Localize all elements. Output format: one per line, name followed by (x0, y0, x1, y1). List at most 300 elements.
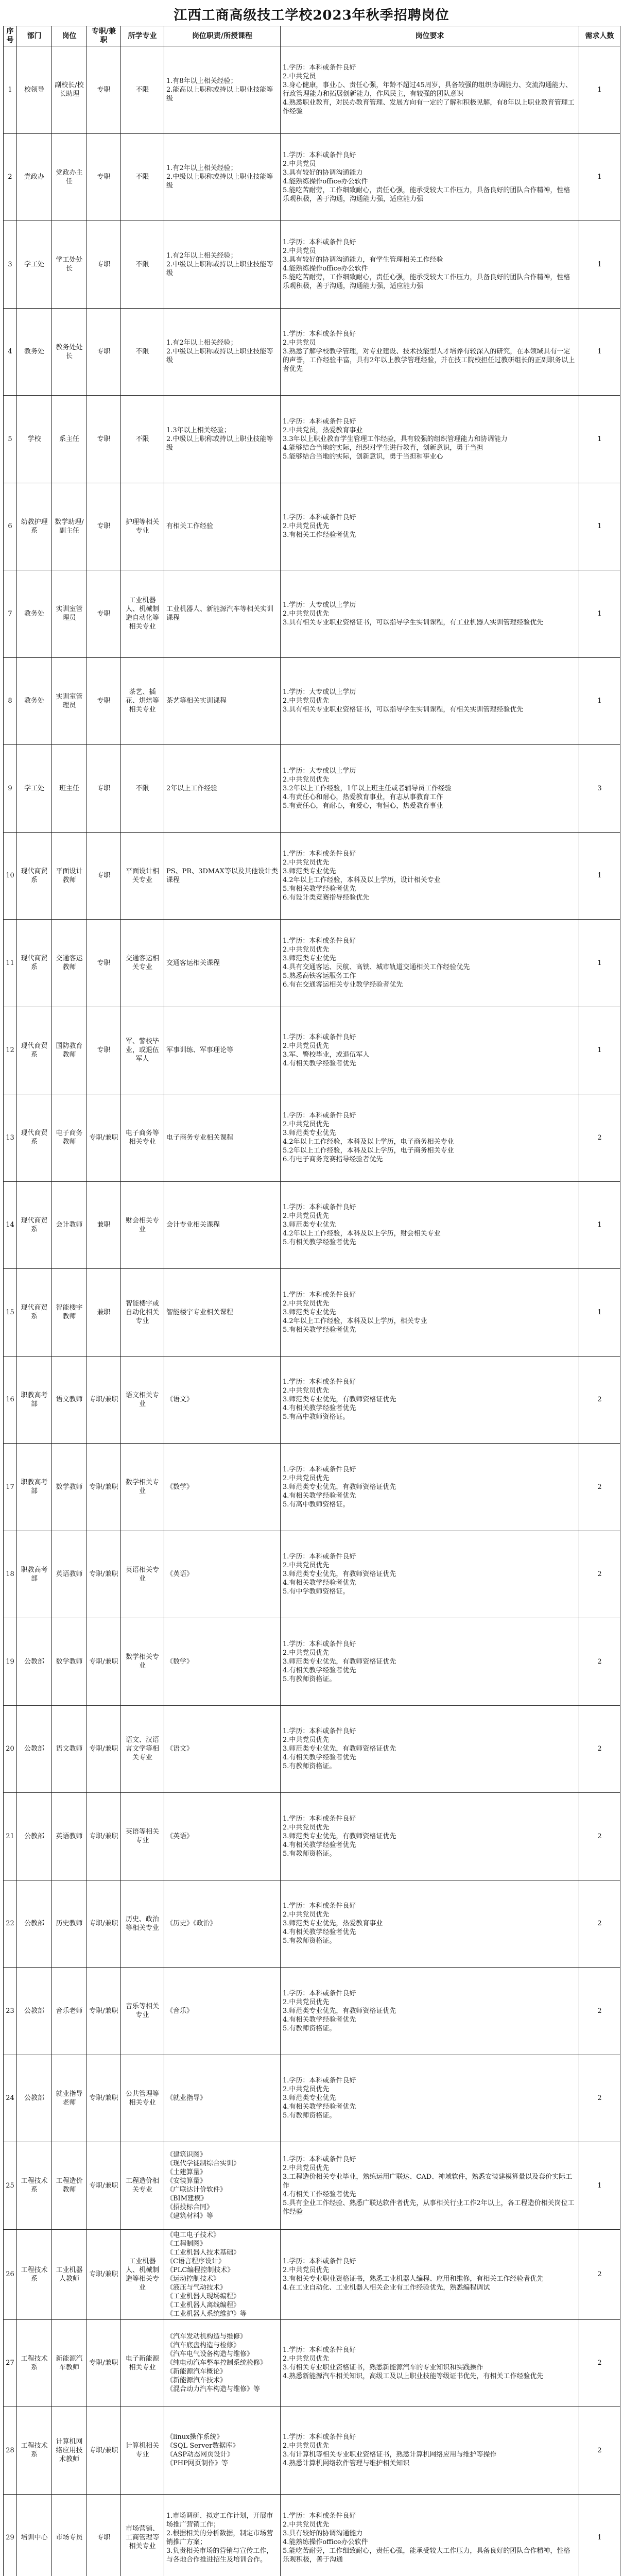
requirement-line: 1.学历：本科或条件良好 (283, 937, 356, 945)
department-cell: 学工处 (17, 221, 52, 309)
requirement-line: 3.师范类专业优先，有教师资格证优先 (283, 1396, 396, 1404)
requirement-line: 2.中共党员优先 (283, 1823, 330, 1832)
duty-cell (164, 483, 281, 570)
employment-type-cell: 专职 (87, 308, 121, 396)
requirement-line: 1.学历：本科或条件良好 (283, 239, 356, 247)
major-cell: 不限 (121, 221, 164, 309)
requirement-line: 5.能吃苦耐劳，工作细致耐心，责任心强，能承受较大工作压力，具备良好的团队合作精神，性格乐观积极，善于沟通，沟通能力强，适应能力强 (283, 274, 570, 291)
requirement-line: 1.学历：本科或条件良好 (283, 2433, 356, 2442)
department-cell: 现代商贸系 (17, 920, 52, 1007)
headcount-cell: 2 (579, 1618, 620, 1706)
row-number-cell: 24 (4, 2055, 17, 2142)
requirement-line: 2.中共党员优先 (283, 1911, 330, 1919)
requirement-line: 4.熟悉职业教育，对民办教育管理、发展方向有一定的了解和积极见解，有8年以上职业教育管理工作经验 (283, 99, 575, 116)
requirement-line: 2.中共党员优先 (283, 609, 330, 618)
major-cell: 工业机器人、机械制造自动化等相关专业 (121, 570, 164, 658)
requirement-line: 4.2年以上工作经验，本科及以上学历，设计相关专业 (283, 876, 441, 884)
requirements-cell (281, 221, 579, 309)
table-row (4, 832, 620, 920)
requirements-cell (281, 1705, 579, 1793)
headcount-cell: 1 (579, 308, 620, 396)
table-row (4, 2494, 620, 2576)
table-row (4, 1356, 620, 1444)
duty-line: 会计专业相关课程 (166, 1221, 220, 1229)
duty-cell (164, 1880, 281, 1968)
position-cell: 音乐老师 (52, 1968, 87, 2055)
table-row (4, 570, 620, 658)
major-cell: 数学相关专业 (121, 1618, 164, 1706)
requirements-cell (281, 1880, 579, 1968)
requirement-line: 1.学历：本科或条件良好 (283, 330, 356, 338)
duty-line: 《历史》《政治》 (166, 1920, 217, 1928)
employment-type-cell: 专职 (87, 133, 121, 221)
major-cell: 电子商务等相关专业 (121, 1094, 164, 1182)
employment-type-cell: 专职/兼职 (87, 1618, 121, 1706)
duty-cell (164, 745, 281, 833)
duty-line: 茶艺等相关实训课程 (166, 697, 227, 705)
duty-cell (164, 832, 281, 920)
duty-line: 2.中级以上职称或持以上职业技能等级 (166, 260, 273, 277)
requirement-line: 2.中共党员优先 (283, 1998, 330, 2006)
duty-line: 《新能源汽车概论》 (166, 2368, 227, 2376)
duty-line: 2.根据相关的分析数据，制定市场营销推广方案； (166, 2529, 273, 2546)
major-cell: 军、警校毕业，或退伍军人 (121, 1007, 164, 1094)
requirement-line: 1.学历：本科或条件良好 (283, 151, 356, 159)
requirements-cell (281, 1793, 579, 1880)
major-cell: 语文、汉语言文学等相关专业 (121, 1705, 164, 1793)
requirement-line: 4.有相关教学经验者优先 (283, 1404, 356, 1413)
department-cell: 公教部 (17, 1618, 52, 1706)
duty-cell (164, 1968, 281, 2055)
duty-cell (164, 2055, 281, 2142)
table-row (4, 2229, 620, 2319)
requirement-line: 5.2年以上工作经验，本科及以上学历，电子商务相关专业 (283, 1147, 454, 1155)
headcount-cell: 2 (579, 1094, 620, 1182)
duty-line: 有相关工作经验 (166, 522, 214, 531)
requirement-line: 5.有教师资格证。 (283, 1762, 336, 1771)
duty-cell (164, 1618, 281, 1706)
requirements-cell (281, 1968, 579, 2055)
requirement-line: 3.军、警校毕业，或退伍军人 (283, 1050, 370, 1059)
requirement-line: 5.有责任心，有耐心，有爱心，有恒心，热爱教育事业 (283, 802, 443, 810)
department-cell: 工程技术系 (17, 2142, 52, 2230)
requirement-line: 3.具有相关专业职业资格证书，可以指导学生实训课程，有工业机器人实训管理经验优先 (283, 618, 544, 626)
requirement-line: 3.具有较好的协调沟通能力 (283, 168, 363, 177)
row-number-cell: 6 (4, 483, 17, 570)
table-row (4, 1968, 620, 2055)
headcount-cell: 1 (579, 483, 620, 570)
employment-type-cell: 专职/兼职 (87, 1531, 121, 1618)
duty-line: 《语文》 (166, 1396, 194, 1404)
requirement-line: 5.有教师资格证。 (283, 2112, 336, 2120)
requirements-cell (281, 657, 579, 745)
row-number-cell: 16 (4, 1356, 17, 1444)
requirement-line: 4.有责任心和耐心，热爱教育事业，有志从事教育工作 (283, 793, 443, 801)
requirement-line: 2.中共党员优先 (283, 1212, 330, 1221)
headcount-cell: 2 (579, 2055, 620, 2142)
requirement-line: 1.学历：大专或以上学历 (283, 601, 356, 609)
requirement-line: 2.中共党员优先 (283, 1736, 330, 1744)
requirements-cell (281, 920, 579, 1007)
requirement-line: 2.中共党员优先 (283, 522, 330, 531)
employment-type-cell: 专职/兼职 (87, 2142, 121, 2230)
requirement-line: 3.身心健康，事业心、责任心强，年龄不超过45周岁，具备较强的组织协调能力、交流沟通能力、行政管理能力和拓展创新能力，作风民主，有较强的团队意识 (283, 81, 572, 98)
duty-line: 《运动控制技术》 (166, 2275, 220, 2283)
employment-type-cell: 兼职 (87, 1269, 121, 1357)
row-number-cell: 4 (4, 308, 17, 396)
employment-type-cell: 专职/兼职 (87, 1968, 121, 2055)
requirement-line: 4.能熟练操作office办公软件 (283, 265, 368, 273)
duty-line: 《液压与气动技术》 (166, 2283, 227, 2292)
major-cell: 交通客运相关专业 (121, 920, 164, 1007)
duty-line: 《工业机器人技术基础》 (166, 2248, 240, 2257)
duty-line: 《PHP网页制作》等 (166, 2460, 228, 2468)
requirement-line: 5.有高中教师资格证。 (283, 1500, 350, 1509)
duty-line: 2.中级以上职称或持以上职业技能等级 (166, 173, 273, 190)
requirement-line: 2.中共党员优先 (283, 2354, 330, 2363)
employment-type-cell: 专职/兼职 (87, 2319, 121, 2407)
department-cell: 教务处 (17, 308, 52, 396)
requirement-line: 3.有相关专业职业资格证书，熟悉工业机器人编程、应用和维修，有相关工作经验者优先 (283, 2275, 544, 2283)
header-cell: 岗位职责/所授课程 (164, 26, 281, 46)
duty-line: 《数学》 (166, 1483, 194, 1491)
department-cell: 工程技术系 (17, 2229, 52, 2319)
employment-type-cell: 专职/兼职 (87, 2229, 121, 2319)
requirement-line: 5.熟悉高铁客运服务工作 (283, 972, 356, 980)
headcount-cell: 1 (579, 1269, 620, 1357)
header-cell: 序号 (4, 26, 17, 46)
row-number-cell: 8 (4, 657, 17, 745)
requirement-line: 3.师范类专业优先，有教师资格证优先 (283, 1483, 396, 1491)
duty-cell (164, 2229, 281, 2319)
row-number-cell: 21 (4, 1793, 17, 1880)
row-number-cell: 27 (4, 2319, 17, 2407)
duty-line: 1.3年以上相关经验； (166, 426, 231, 434)
requirement-line: 2.中共党员优先 (283, 2086, 330, 2094)
table-row (4, 657, 620, 745)
position-cell: 智能楼宇教师 (52, 1269, 87, 1357)
department-cell: 职教高考部 (17, 1531, 52, 1618)
requirement-line: 3.师范类专业优先，有教师资格证优先 (283, 1832, 396, 1840)
position-cell: 历史教师 (52, 1880, 87, 1968)
requirement-line: 3.师范类专业优先，有教师资格证优先 (283, 1745, 396, 1753)
headcount-cell: 2 (579, 1356, 620, 1444)
requirements-cell (281, 2319, 579, 2407)
department-cell: 现代商贸系 (17, 1094, 52, 1182)
requirement-line: 2.中共党员优先 (283, 1387, 330, 1395)
duty-line: 《土建算量》 (166, 2168, 207, 2177)
requirement-line: 2.中共党员优先 (283, 2266, 330, 2274)
position-cell: 班主任 (52, 745, 87, 833)
major-cell: 公共管理等相关专业 (121, 2055, 164, 2142)
duty-line: 《现代学徒制综合实训》 (166, 2160, 240, 2168)
row-number-cell: 28 (4, 2407, 17, 2495)
headcount-cell: 1 (579, 2494, 620, 2576)
requirement-line: 2.中共党员优先 (283, 775, 330, 784)
requirement-line: 1.学历：本科或条件良好 (283, 2077, 356, 2085)
employment-type-cell: 专职 (87, 657, 121, 745)
requirement-line: 3.有相关专业职业资格证书，熟悉新能源汽车的专业知识和实践操作 (283, 2363, 483, 2371)
requirement-line: 4.能够结合当地的实际，组织对学生进行教育，创新意识，勇于当担 (283, 444, 483, 452)
recruitment-table (3, 26, 620, 2576)
duty-line: 《纯电动汽车整车控制系统检修》 (166, 2359, 267, 2367)
requirement-line: 3.师范类专业优先 (283, 955, 336, 963)
department-cell: 职教高考部 (17, 1444, 52, 1531)
requirement-line: 3.师范类专业优先，有教师资格证优先 (283, 1570, 396, 1579)
major-cell: 市场营销、工商管理等相关专业 (121, 2494, 164, 2576)
requirement-line: 1.学历：本科或条件良好 (283, 1815, 356, 1823)
employment-type-cell: 专职/兼职 (87, 1705, 121, 1793)
requirement-line: 2.中共党员优先 (283, 858, 330, 867)
row-number-cell: 23 (4, 1968, 17, 2055)
requirement-line: 3.师范类专业优先，热爱教育事业 (283, 1920, 383, 1928)
duty-line: 《SQL Server数据库》 (166, 2442, 239, 2450)
duty-line: 《汽车发动机构造与维修》 (166, 2333, 247, 2341)
requirement-line: 1.学历：本科或条件良好 (283, 1640, 356, 1648)
duty-cell (164, 2407, 281, 2495)
requirement-line: 1.学历：本科或条件良好 (283, 2512, 356, 2520)
headcount-cell: 1 (579, 2142, 620, 2230)
employment-type-cell: 专职 (87, 396, 121, 483)
requirement-line: 3.有计算机等相关专业职业资格证书，熟悉计算机网络应用与维护等操作 (283, 2451, 497, 2459)
requirement-line: 4.有相关教学经验者优先 (283, 1059, 356, 1067)
requirement-line: 4.在工业自动化、工业机器人相关企业有工作经验优先，熟悉编程调试 (283, 2283, 490, 2292)
duty-line: 《招投标合同》 (166, 2204, 214, 2212)
duty-cell (164, 1269, 281, 1357)
header-cell: 岗位要求 (281, 26, 579, 46)
duty-line: 《工程制图》 (166, 2240, 207, 2248)
table-body (4, 46, 620, 2576)
headcount-cell: 2 (579, 2229, 620, 2319)
headcount-cell: 2 (579, 2407, 620, 2495)
employment-type-cell: 专职 (87, 920, 121, 1007)
table-row (4, 2055, 620, 2142)
requirement-line: 5.有相关教学经验者优先 (283, 1326, 356, 1334)
requirements-cell (281, 745, 579, 833)
row-number-cell: 7 (4, 570, 17, 658)
duty-line: 《汽车底盘构造与检修》 (166, 2342, 240, 2350)
header-cell: 专职/兼职 (87, 26, 121, 46)
row-number-cell: 18 (4, 1531, 17, 1618)
requirement-line: 5.有相关教学经验者优先 (283, 885, 356, 893)
duty-line: 1.有2年以上相关经验； (166, 339, 237, 347)
table-row (4, 1880, 620, 1968)
major-cell: 不限 (121, 745, 164, 833)
duty-line: 《工业机器人现场编程》 (166, 2292, 240, 2300)
duty-cell (164, 1444, 281, 1531)
duty-line: 智能楼宇专业相关课程 (166, 1308, 234, 1316)
header-cell: 部门 (17, 26, 52, 46)
row-number-cell: 10 (4, 832, 17, 920)
major-cell: 不限 (121, 396, 164, 483)
table-row (4, 1007, 620, 1094)
duty-line: 《数学》 (166, 1657, 194, 1666)
requirement-line: 1.学历：本科或条件良好 (283, 1204, 356, 1212)
requirements-cell (281, 133, 579, 221)
requirement-line: 3.2年以上工作经验，1年以上班主任或者辅导员工作经验 (283, 784, 452, 792)
requirements-cell (281, 483, 579, 570)
duty-line: 《就业指导》 (166, 2094, 207, 2103)
table-row (4, 1444, 620, 1531)
table-row (4, 2142, 620, 2230)
requirement-line: 1.学历：本科或条件良好 (283, 514, 356, 522)
duty-line: 1.有2年以上相关经验； (166, 164, 237, 173)
department-cell: 职教高考部 (17, 1356, 52, 1444)
department-cell: 教务处 (17, 570, 52, 658)
position-cell: 实训室管理员 (52, 657, 87, 745)
requirement-line: 5.能吃苦耐劳，工作细致耐心，责任心强，能承受较大工作压力，具备良好的团队合作精神，性格乐观积极，善于沟通，沟通能力强，适应能力强 (283, 186, 570, 203)
requirements-cell (281, 1531, 579, 1618)
row-number-cell: 15 (4, 1269, 17, 1357)
row-number-cell: 22 (4, 1880, 17, 1968)
row-number-cell: 29 (4, 2494, 17, 2576)
requirement-line: 5.有高中教师资格证。 (283, 1413, 350, 1421)
table-row (4, 308, 620, 396)
major-cell: 财会相关专业 (121, 1181, 164, 1269)
position-cell: 学工处处长 (52, 221, 87, 309)
duty-line: 军事训练、军事理论等 (166, 1046, 234, 1055)
row-number-cell: 5 (4, 396, 17, 483)
table-row (4, 46, 620, 134)
requirement-line: 5.有教师资格证。 (283, 1937, 336, 1945)
requirement-line: 1.学历：本科或条件良好 (283, 64, 356, 72)
headcount-cell: 2 (579, 2319, 620, 2407)
position-cell: 国防教育教师 (52, 1007, 87, 1094)
duty-cell (164, 1356, 281, 1444)
duty-cell (164, 657, 281, 745)
duty-cell (164, 1793, 281, 1880)
header-cell: 需求人数 (579, 26, 620, 46)
requirement-line: 4.有相关教学经验者优先 (283, 1666, 356, 1674)
requirements-cell (281, 1444, 579, 1531)
requirement-line: 5.能够结合当地的实际，创新意识，勇于当担和事业心 (283, 452, 443, 461)
major-cell: 茶艺、插花、烘焙等相关专业 (121, 657, 164, 745)
department-cell: 公教部 (17, 2055, 52, 2142)
duty-line: 3.负责相关市场的营销与宣传工作，与各地合作推进招生及培训合作。 (166, 2547, 273, 2564)
requirement-line: 3.有相关工作经验者优先 (283, 531, 356, 539)
headcount-cell: 1 (579, 133, 620, 221)
department-cell: 学工处 (17, 745, 52, 833)
department-cell: 工程技术系 (17, 2319, 52, 2407)
position-cell: 实训室管理员 (52, 570, 87, 658)
row-number-cell: 3 (4, 221, 17, 309)
requirement-line: 2.中共党员 (283, 73, 316, 81)
requirement-line: 2.中共党员 (283, 247, 316, 256)
requirements-cell (281, 46, 579, 134)
requirement-line: 4.有相关教学经验者优先 (283, 1492, 356, 1500)
duty-line: 《混合动力汽车构造与维修》等 (166, 2385, 261, 2394)
duty-line: 《建筑材料》等 (166, 2212, 214, 2221)
requirement-line: 5.具有企业工作经验、熟悉广联达软件者优先，从事相关行业工作2年以上，各工程造价相关岗位工作经验 (283, 2199, 575, 2216)
position-cell: 交通客运教师 (52, 920, 87, 1007)
headcount-cell: 1 (579, 46, 620, 134)
headcount-cell: 2 (579, 1793, 620, 1880)
requirement-line: 3.具有相关专业职业资格证书，可以指导学生实训课程，有相关实训管理经验优先 (283, 706, 524, 714)
duty-line: 2年以上工作经验 (166, 784, 218, 792)
department-cell: 公教部 (17, 1968, 52, 2055)
employment-type-cell: 专职 (87, 1007, 121, 1094)
duty-line: 《英语》 (166, 1570, 194, 1579)
page-title: 江西工商高级技工学校2023年秋季招聘岗位 (174, 8, 449, 23)
requirements-cell (281, 1007, 579, 1094)
requirement-line: 4.熟悉新能源汽车相关知识，高级工及以上职业技能等级证书优先，有相关工作经验优先 (283, 2372, 544, 2380)
position-cell: 电子商务教师 (52, 1094, 87, 1182)
major-cell: 护理等相关专业 (121, 483, 164, 570)
requirement-line: 2.中共党员优先 (283, 1474, 330, 1482)
requirement-line: 1.学历：本科或条件良好 (283, 1902, 356, 1910)
employment-type-cell: 专职 (87, 2494, 121, 2576)
requirement-line: 1.学历：本科或条件良好 (283, 1465, 356, 1473)
table-row (4, 1094, 620, 1182)
employment-type-cell: 兼职 (87, 1181, 121, 1269)
requirement-line: 2.中共党员优先 (283, 2520, 330, 2529)
headcount-cell: 2 (579, 1531, 620, 1618)
requirement-line: 1.学历：本科或条件良好 (283, 1727, 356, 1736)
position-cell: 市场专员 (52, 2494, 87, 2576)
position-cell: 语文教师 (52, 1705, 87, 1793)
requirement-line: 4.有相关教学经验者优先 (283, 1754, 356, 1762)
table-row (4, 1531, 620, 1618)
duty-line: 工业机器人、新能源汽车等相关实训课程 (166, 605, 274, 622)
table-row (4, 745, 620, 833)
major-cell: 智能楼宇或自动化相关专业 (121, 1269, 164, 1357)
duty-cell (164, 396, 281, 483)
requirement-line: 4.具有交通客运、民航、高铁、城市轨道交通相关工作经验优先 (283, 963, 470, 972)
requirement-line: 1.学历：本科或条件良好 (283, 1553, 356, 1561)
table-row (4, 2407, 620, 2495)
headcount-cell: 1 (579, 396, 620, 483)
requirement-line: 1.学历：本科或条件良好 (283, 2346, 356, 2354)
table-row (4, 2319, 620, 2407)
position-cell: 计算机网络应用技术教师 (52, 2407, 87, 2495)
requirement-line: 1.学历：本科或条件良好 (283, 1033, 356, 1041)
headcount-cell: 1 (579, 920, 620, 1007)
duty-cell (164, 2142, 281, 2230)
duty-cell (164, 920, 281, 1007)
requirement-line: 1.学历：本科或条件良好 (283, 2257, 356, 2265)
requirement-line: 2.中共党员优先 (283, 1649, 330, 1657)
department-cell: 学校 (17, 396, 52, 483)
table-header-row (4, 26, 620, 46)
position-cell: 数学教师 (52, 1618, 87, 1706)
position-cell: 数学助理/副主任 (52, 483, 87, 570)
requirement-line: 5.有中学教师资格证。 (283, 1588, 350, 1596)
requirement-line: 5.能吃苦耐劳，工作细致耐心，责任心强，能承受较大工作压力，具备良好的团队合作精神，性格乐观积极，善于沟通 (283, 2547, 570, 2564)
row-number-cell: 12 (4, 1007, 17, 1094)
major-cell: 计算机相关专业 (121, 2407, 164, 2495)
requirement-line: 2.中共党员优先 (283, 1562, 330, 1570)
position-cell: 语文教师 (52, 1356, 87, 1444)
requirement-line: 1.学历：大专或以上学历 (283, 767, 356, 775)
table-row (4, 221, 620, 309)
requirement-line: 1.学历：本科或条件良好 (283, 1291, 356, 1299)
duty-cell (164, 570, 281, 658)
duty-line: PS、PR、3DMAX等以及其他设计类课程 (166, 867, 278, 884)
duty-line: 《电工电子技术》 (166, 2231, 220, 2239)
table-row (4, 1705, 620, 1793)
department-cell: 工程技术系 (17, 2407, 52, 2495)
requirement-line: 2.中共党员 (283, 339, 316, 347)
employment-type-cell: 专职 (87, 745, 121, 833)
duty-line: 《工业机器人系统维护》等 (166, 2310, 247, 2318)
department-cell: 公教部 (17, 1880, 52, 1968)
department-cell: 现代商贸系 (17, 1269, 52, 1357)
requirement-line: 5.有教师资格证。 (283, 1850, 336, 1858)
requirements-cell (281, 1618, 579, 1706)
department-cell: 现代商贸系 (17, 832, 52, 920)
position-cell: 数学教师 (52, 1444, 87, 1531)
employment-type-cell: 专职/兼职 (87, 2407, 121, 2495)
